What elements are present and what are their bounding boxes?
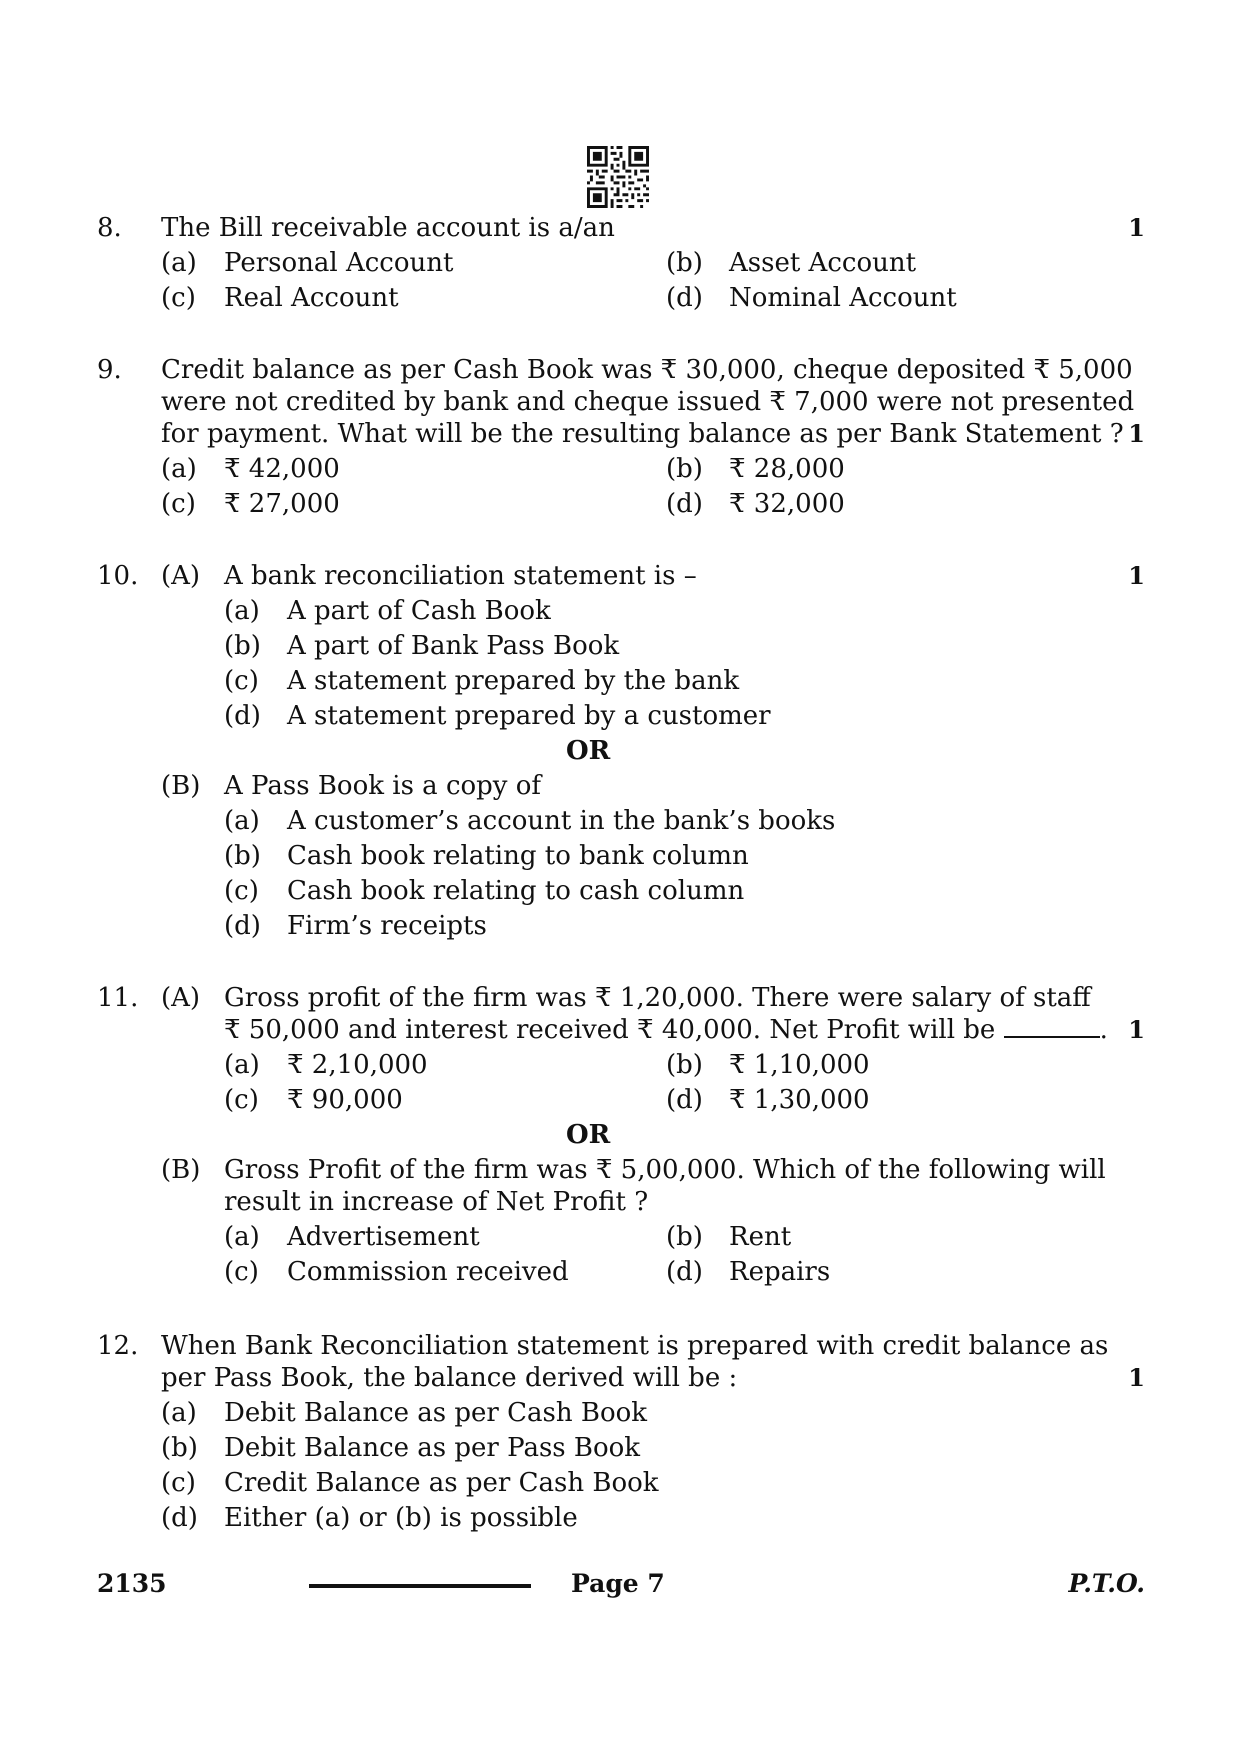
q8-option-text: Asset Account xyxy=(729,248,917,278)
q10a-option-label: (a) xyxy=(224,596,260,626)
q12-marks: 1 xyxy=(1128,1363,1145,1392)
q9-option-label: (b) xyxy=(666,454,703,484)
q11-part-b-line: Gross Profit of the firm was ₹ 5,00,000. Which of the following will xyxy=(224,1155,1106,1185)
q10b-option-text: A customer’s account in the bank’s books xyxy=(287,806,836,836)
q11b-option-label: (c) xyxy=(224,1257,259,1287)
q9-text-line: Credit balance as per Cash Book was ₹ 30,000, cheque deposited ₹ 5,000 xyxy=(161,355,1133,385)
q8-option-text: Nominal Account xyxy=(729,283,957,313)
q11b-option-label: (d) xyxy=(666,1257,703,1287)
q12-option-label: (b) xyxy=(161,1433,198,1463)
q9-option-label: (d) xyxy=(666,489,703,519)
q10-part-a-text: A bank reconciliation statement is – xyxy=(224,561,697,591)
q12-option-text: Debit Balance as per Pass Book xyxy=(224,1433,641,1463)
q12-option-text: Debit Balance as per Cash Book xyxy=(224,1398,648,1428)
q10b-option-label: (b) xyxy=(224,841,261,871)
q11b-option-text: Commission received xyxy=(287,1257,569,1287)
q8-marks: 1 xyxy=(1128,213,1145,242)
q9-option-text: ₹ 42,000 xyxy=(224,454,340,484)
q12-option-text: Either (a) or (b) is possible xyxy=(224,1503,578,1533)
q10b-option-label: (d) xyxy=(224,911,261,941)
q8-option-label: (c) xyxy=(161,283,196,313)
q8-option-text: Real Account xyxy=(224,283,399,313)
paper-code: 2135 xyxy=(97,1569,167,1598)
q12-option-label: (a) xyxy=(161,1398,197,1428)
q8-number: 8. xyxy=(97,213,122,243)
q11a-option-label: (d) xyxy=(666,1085,703,1115)
q10-number: 10. xyxy=(97,561,139,591)
q12-option-label: (d) xyxy=(161,1503,198,1533)
q11-part-a-line2 xyxy=(224,1014,1108,1046)
q9-option-label: (c) xyxy=(161,489,196,519)
q11-part-b-line: result in increase of Net Profit ? xyxy=(224,1187,649,1217)
q12-option-label: (c) xyxy=(161,1468,196,1498)
q12-text-line: When Bank Reconciliation statement is prepared with credit balance as xyxy=(161,1331,1109,1361)
q10a-option-text: A statement prepared by a customer xyxy=(287,701,771,731)
pto-label: P.T.O. xyxy=(1068,1569,1145,1598)
q11-part-a-line: Gross profit of the firm was ₹ 1,20,000. There were salary of staff xyxy=(224,983,1091,1013)
q11-part-a-line2-end: . xyxy=(1099,1015,1108,1045)
q10a-option-text: A part of Cash Book xyxy=(287,596,551,626)
q10a-option-label: (b) xyxy=(224,631,261,661)
q8-option-label: (d) xyxy=(666,283,703,313)
q11-number: 11. xyxy=(97,983,139,1013)
q11a-option-text: ₹ 90,000 xyxy=(287,1085,403,1115)
q8-option-label: (a) xyxy=(161,248,197,278)
page-number: Page 7 xyxy=(571,1569,665,1598)
q11-part-a-label: (A) xyxy=(161,983,201,1013)
answer-blank xyxy=(1004,1014,1100,1038)
q10b-option-text: Cash book relating to bank column xyxy=(287,841,749,871)
q12-text-line: per Pass Book, the balance derived will be : xyxy=(161,1363,738,1393)
q10b-option-label: (c) xyxy=(224,876,259,906)
q10a-option-label: (d) xyxy=(224,701,261,731)
q9-option-text: ₹ 32,000 xyxy=(729,489,845,519)
q9-option-text: ₹ 28,000 xyxy=(729,454,845,484)
q10b-option-text: Firm’s receipts xyxy=(287,911,487,941)
q8-text: The Bill receivable account is a/an xyxy=(161,213,615,243)
q11a-option-text: ₹ 1,30,000 xyxy=(729,1085,870,1115)
q11b-option-text: Advertisement xyxy=(287,1222,480,1252)
q11b-option-text: Repairs xyxy=(729,1257,831,1287)
q11a-option-label: (b) xyxy=(666,1050,703,1080)
q10a-option-label: (c) xyxy=(224,666,259,696)
q9-marks: 1 xyxy=(1128,419,1145,448)
q9-text-line: for payment. What will be the resulting balance as per Bank Statement ? xyxy=(161,419,1124,449)
q11b-option-label: (a) xyxy=(224,1222,260,1252)
q11a-option-text: ₹ 2,10,000 xyxy=(287,1050,428,1080)
q11a-option-text: ₹ 1,10,000 xyxy=(729,1050,870,1080)
q10b-option-text: Cash book relating to cash column xyxy=(287,876,745,906)
q11-or-divider: OR xyxy=(566,1120,611,1150)
q10a-option-text: A part of Bank Pass Book xyxy=(287,631,620,661)
q12-option-text: Credit Balance as per Cash Book xyxy=(224,1468,659,1498)
q10a-option-text: A statement prepared by the bank xyxy=(287,666,740,696)
q9-option-text: ₹ 27,000 xyxy=(224,489,340,519)
q10-part-b-label: (B) xyxy=(161,771,201,801)
q11-marks: 1 xyxy=(1128,1015,1145,1044)
q9-number: 9. xyxy=(97,355,122,385)
q9-text-line: were not credited by bank and cheque issued ₹ 7,000 were not presented xyxy=(161,387,1135,417)
qr-code-icon xyxy=(587,146,649,208)
q11a-option-label: (c) xyxy=(224,1085,259,1115)
q11-part-b-label: (B) xyxy=(161,1155,201,1185)
footer-rule xyxy=(309,1584,531,1588)
q11b-option-text: Rent xyxy=(729,1222,792,1252)
q9-option-label: (a) xyxy=(161,454,197,484)
q10-part-a-label: (A) xyxy=(161,561,201,591)
q10b-option-label: (a) xyxy=(224,806,260,836)
q10-marks: 1 xyxy=(1128,561,1145,590)
q10-part-b-text: A Pass Book is a copy of xyxy=(224,771,542,801)
q11b-option-label: (b) xyxy=(666,1222,703,1252)
q11a-option-label: (a) xyxy=(224,1050,260,1080)
q8-option-text: Personal Account xyxy=(224,248,454,278)
q11-part-a-line2-text: ₹ 50,000 and interest received ₹ 40,000. Net Profit will be xyxy=(224,1015,996,1045)
q12-number: 12. xyxy=(97,1331,139,1361)
q8-option-label: (b) xyxy=(666,248,703,278)
q10-or-divider: OR xyxy=(566,736,611,766)
